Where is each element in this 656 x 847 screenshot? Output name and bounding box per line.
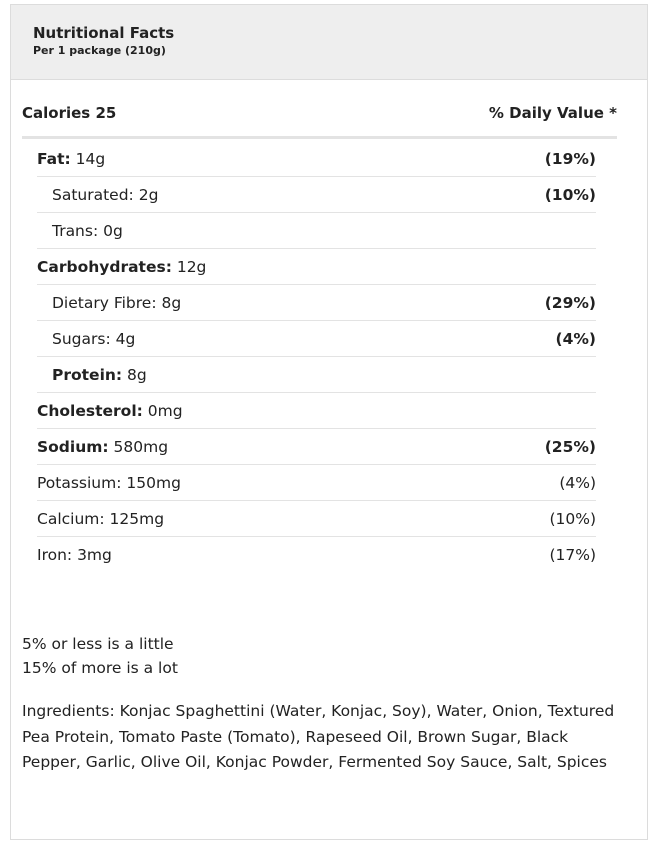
note-lot: 15% of more is a lot — [22, 659, 178, 677]
nutrient-daily-value: (19%) — [544, 149, 596, 168]
nutrient-daily-value: (10%) — [549, 509, 596, 528]
nutrient-table — [37, 141, 596, 573]
daily-value-heading: % Daily Value * — [488, 104, 617, 122]
nutrient-amount: 14g — [70, 149, 106, 168]
nutrient-row-trans — [37, 213, 596, 249]
nutrient-daily-value: (25%) — [544, 437, 596, 456]
nutrient-amount: 2g — [133, 185, 159, 204]
nutrient-amount: 0g — [98, 221, 123, 240]
nutrient-amount: 3mg — [72, 546, 112, 564]
calories-row — [22, 104, 617, 139]
nutrient-row-protein — [37, 357, 596, 393]
nutrient-name: Calcium: — [37, 509, 105, 528]
serving-size: Per 1 package (210g) — [33, 44, 166, 57]
nutrient-name: Carbohydrates: — [37, 257, 172, 276]
nutrient-amount: 4g — [110, 329, 136, 348]
nutrient-name: Protein: — [52, 365, 123, 384]
panel-header — [11, 5, 647, 80]
nutrient-amount: 0mg — [142, 401, 183, 420]
nutrient-name: Cholesterol: — [37, 401, 143, 420]
nutrient-amount: 125mg — [104, 509, 165, 528]
calories-label: Calories 25 — [22, 104, 117, 122]
nutrient-daily-value: (29%) — [544, 293, 596, 312]
nutrient-name: Fat: — [37, 149, 71, 168]
nutrient-daily-value: (4%) — [559, 473, 596, 492]
nutrient-amount: 150mg — [121, 473, 181, 492]
note-little: 5% or less is a little — [22, 635, 174, 653]
nutrient-name: Iron: — [37, 546, 73, 564]
nutrient-amount: 8g — [156, 293, 182, 312]
nutrient-row-sugars — [37, 321, 596, 357]
nutrient-row-potassium — [37, 465, 596, 501]
nutrient-name: Sodium: — [37, 437, 109, 456]
nutrient-name: Dietary Fibre: — [52, 293, 157, 312]
nutrient-amount: 12g — [171, 257, 207, 276]
nutrient-row-cholesterol — [37, 393, 596, 429]
nutrient-name: Trans: — [52, 221, 99, 240]
nutrient-name: Saturated: — [52, 185, 134, 204]
nutrient-row-dietary-fibre — [37, 285, 596, 321]
ingredients-text: Ingredients: Konjac Spaghettini (Water, Konjac, Soy), Water, Onion, Textured Pea Protein, Tomato Paste (Tomato), Rapeseed Oil, Brown Sugar, Black Pepper, Garlic, Olive Oil, Konjac Powder, Fermented Soy Sauce, Salt, Spices — [22, 702, 615, 771]
nutrient-row-sodium — [37, 429, 596, 465]
nutrient-daily-value: (17%) — [549, 546, 596, 564]
nutrient-row-carbohydrates — [37, 249, 596, 285]
nutrient-daily-value: (10%) — [544, 185, 596, 204]
nutrient-name: Potassium: — [37, 473, 122, 492]
nutrient-daily-value: (4%) — [555, 329, 596, 348]
panel-title: Nutritional Facts — [33, 24, 175, 42]
nutrient-row-fat — [37, 141, 596, 177]
nutrient-amount: 580mg — [108, 437, 169, 456]
nutrient-row-saturated — [37, 177, 596, 213]
daily-value-notes — [22, 632, 178, 680]
nutrient-amount: 8g — [122, 365, 147, 384]
nutrient-row-calcium — [37, 501, 596, 537]
nutrient-name: Sugars: — [52, 329, 111, 348]
nutrient-row-iron — [37, 537, 596, 573]
